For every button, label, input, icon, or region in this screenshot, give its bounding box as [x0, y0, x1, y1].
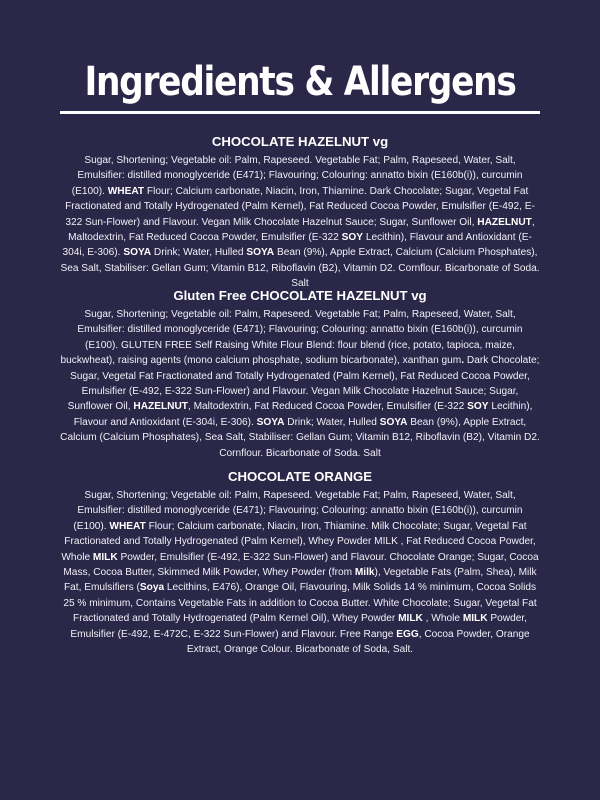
- ingredient-text: Lecithin), Flavour and Antioxidant (E-304i, E-306).: [73, 401, 533, 428]
- ingredient-text: Dark Chocolate; Sugar, Vegetal Fat Fractionated and Totally Hydrogenated (Palm Kernel), Fat Reduced Cocoa Powder, Emulsifier (E-492, E-322 Sun-Flower) and Flavour. Vegan Milk Chocolate Hazelnut Sauce; Sugar, Sunflower Oil,: [67, 355, 540, 413]
- section-gluten-free-chocolate-hazelnut: [60, 288, 540, 461]
- ingredient-text: , Whole: [422, 613, 463, 625]
- section-ingredients: [60, 307, 540, 461]
- ingredient-text: Flour; Calcium carbonate, Niacin, Iron, Thiamine. Dark Chocolate; Sugar, Vegetal Fat Fractionated and Totally Hydrogenated (Palm Kernel), Fat Reduced Cocoa Powder, Emulsifier (E-492, E-322 Sun-Flower) and Flavour. Vegan Milk Chocolate Hazelnut Sauce; Sugar, Sunflower Oil,: [65, 185, 535, 228]
- ingredient-text: Powder, Emulsifier (E-492, E-472C, E-322 Sun-Flower) and Flavour. Free Range: [70, 613, 527, 640]
- allergen-text: .: [461, 355, 465, 367]
- allergen-text: SOYA: [123, 247, 152, 259]
- title-underline: [60, 111, 540, 114]
- allergen-text: Milk: [354, 567, 375, 579]
- allergen-text: SOY: [467, 401, 489, 413]
- ingredient-text: Drink; Water, Hulled: [151, 247, 247, 259]
- section-chocolate-hazelnut: [60, 134, 540, 292]
- allergen-text: HAZELNUT: [133, 401, 188, 413]
- ingredient-text: Sugar, Shortening; Vegetable oil: Palm, Rapeseed. Vegetable Fat; Palm, Rapeseed, Water, Salt, Emulsifier: distilled monoglyceride (E471); Flavouring; Colouring: annatto bixin (E160b(i)), curcumin (E100). GLUTEN FREE Self Raising White Flour Blend: flour blend (rice, potato, tapioca, maize, buckwheat), raising agents (mono calcium phosphate, sodium bicarbonate), xanthan gum: [60, 309, 523, 367]
- ingredient-text: Lecithin), Flavour and Antioxidant (E-304i, E-306).: [62, 232, 532, 259]
- ingredient-text: Lecithins, E476), Orange Oil, Flavouring, Milk Solids 14 % minimum, Cocoa Solids 25 % minimum, Contains Vegetable Fats in addition to Cocoa Butter. White Chocolate; Sugar, Vegetal Fat Fractionated and Totally Hydrogenated (Palm Kernel Oil), Whey Powder: [63, 582, 537, 625]
- page-title: Ingredients & Allergens: [84, 59, 516, 105]
- ingredient-text: Powder, Emulsifier (E-492, E-322 Sun-Flower) and Flavour. Chocolate Orange; Sugar, Cocoa Mass, Cocoa Butter, Skimmed Milk Powder, Whey Powder (from: [63, 551, 539, 579]
- section-heading: CHOCOLATE HAZELNUT vg: [211, 134, 389, 149]
- allergen-text: Soya: [139, 582, 165, 594]
- allergen-text: WHEAT: [107, 185, 145, 197]
- ingredient-text: Sugar, Shortening; Vegetable oil: Palm, Rapeseed. Vegetable Fat; Palm, Rapeseed, Water, Salt, Emulsifier: distilled monoglyceride (E471); Flavouring; Colouring: annatto bixin (E160b(i)), curcumin (E100).: [73, 490, 523, 532]
- ingredient-text: , Maltodextrin, Fat Reduced Cocoa Powder, Emulsifier (E-322: [68, 216, 535, 244]
- ingredient-text: , Cocoa Powder, Orange Extract, Orange Colour. Bicarbonate of Soda, Salt.: [186, 628, 530, 656]
- allergen-text: WHEAT: [109, 520, 146, 532]
- allergen-text: SOYA: [256, 416, 285, 428]
- ingredient-text: Sugar, Shortening; Vegetable oil: Palm, Rapeseed. Vegetable Fat; Palm, Rapeseed, Water, Salt, Emulsifier: distilled monoglyceride (E471); Flavouring; Colouring: annatto bixin (E160b(i)), curcumin (E100).: [71, 155, 523, 197]
- ingredient-text: Bean (9%), Apple Extract, Calcium (Calcium Phosphates), Sea Salt, Stabiliser: Gellan Gum; Vitamin B12, Riboflavin (B2), Vitamin D2. Cornflour. Bicarbonate of Soda. Salt: [60, 416, 540, 459]
- section-heading: CHOCOLATE ORANGE: [227, 469, 373, 484]
- allergen-text: MILK: [398, 613, 423, 625]
- section-chocolate-orange: [60, 469, 540, 657]
- allergen-text: SOYA: [379, 416, 408, 428]
- allergen-text: MILK: [462, 613, 488, 625]
- allergen-text: SOYA: [246, 247, 275, 259]
- section-heading: Gluten Free CHOCOLATE HAZELNUT vg: [173, 288, 427, 303]
- allergen-text: EGG: [396, 628, 419, 640]
- section-ingredients: [60, 488, 540, 657]
- ingredient-text: Flour; Calcium carbonate, Niacin, Iron, Thiamine. Milk Chocolate; Sugar, Vegetal Fat Fractionated and Totally Hydrogenated (Palm Kernel), Whey Powder MILK , Fat Reduced Cocoa Powder, Whole: [61, 520, 536, 563]
- allergen-text: MILK: [92, 551, 118, 563]
- section-ingredients: [60, 153, 540, 292]
- allergen-text: HAZELNUT: [477, 216, 532, 228]
- allergen-text: SOY: [341, 232, 364, 244]
- ingredient-text: Drink; Water, Hulled: [284, 416, 380, 428]
- ingredient-text: , Maltodextrin, Fat Reduced Cocoa Powder, Emulsifier (E-322: [187, 401, 468, 413]
- ingredient-text: Bean (9%), Apple Extract, Calcium (Calcium Phosphates), Sea Salt, Stabiliser: Gellan Gum; Vitamin B12, Riboflavin (B2), Vitamin D2. Cornflour. Bicarbonate of Soda. Salt: [60, 247, 540, 290]
- ingredient-text: ), Vegetable Fats (Palm, Shea), Milk Fat, Emulsifiers (: [63, 567, 537, 594]
